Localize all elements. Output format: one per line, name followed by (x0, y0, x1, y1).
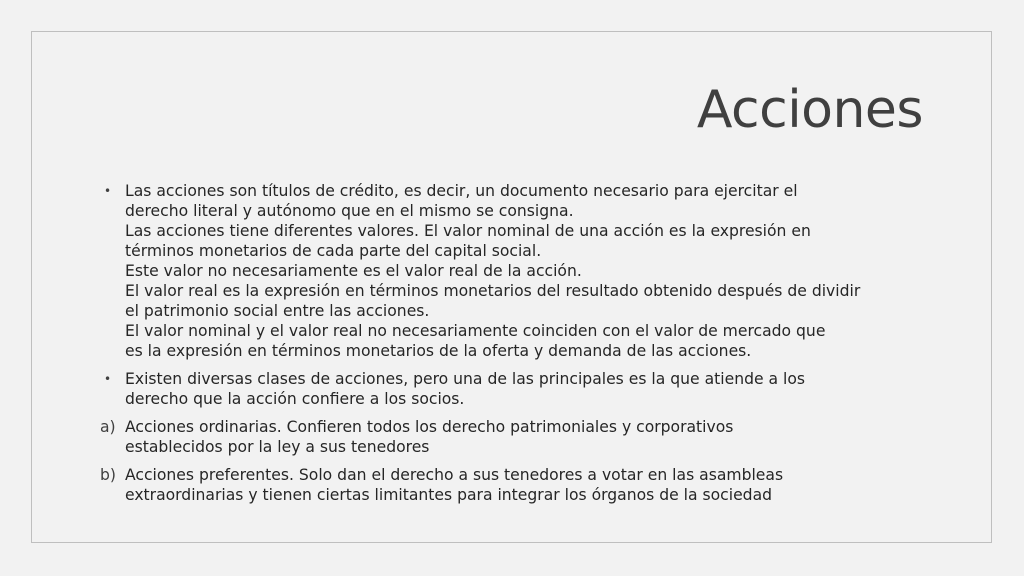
bullet-marker: • (104, 372, 112, 386)
bullet-line: es la expresión en términos monetarios de la oferta y demanda de las acciones. (125, 342, 752, 360)
list-item-b (100, 465, 940, 505)
bullet-item-1 (100, 181, 940, 361)
list-item-a (100, 417, 940, 457)
list-marker-b: b) (100, 466, 116, 484)
bullet-line: El valor nominal y el valor real no necesariamente coinciden con el valor de mercado que (125, 322, 826, 340)
bullet-line: Las acciones son títulos de crédito, es decir, un documento necesario para ejercitar el (125, 182, 798, 200)
bullet-line: el patrimonio social entre las acciones. (125, 302, 430, 320)
list-line: Acciones ordinarias. Confieren todos los derecho patrimoniales y corporativos (125, 418, 734, 436)
bullet-line: Existen diversas clases de acciones, pero una de las principales es la que atiende a los (125, 370, 806, 388)
bullet-marker: • (104, 184, 112, 198)
list-line: extraordinarias y tienen ciertas limitantes para integrar los órganos de la sociedad (125, 486, 773, 504)
bullet-line: derecho que la acción confiere a los socios. (125, 390, 465, 408)
list-line: Acciones preferentes. Solo dan el derecho a sus tenedores a votar en las asambleas (125, 466, 784, 484)
bullet-item-2 (100, 369, 940, 409)
slide-title: Acciones (696, 80, 923, 140)
bullet-line: Las acciones tiene diferentes valores. El valor nominal de una acción es la expresión en (125, 222, 811, 240)
bullet-line: El valor real es la expresión en términos monetarios del resultado obtenido después de dividir (125, 282, 861, 300)
slide-content (100, 181, 940, 513)
bullet-line: derecho literal y autónomo que en el mismo se consigna. (125, 202, 574, 220)
bullet-line: Este valor no necesariamente es el valor real de la acción. (125, 262, 582, 280)
list-line: establecidos por la ley a sus tenedores (125, 438, 430, 456)
bullet-line: términos monetarios de cada parte del capital social. (125, 242, 542, 260)
list-marker-a: a) (100, 418, 116, 436)
